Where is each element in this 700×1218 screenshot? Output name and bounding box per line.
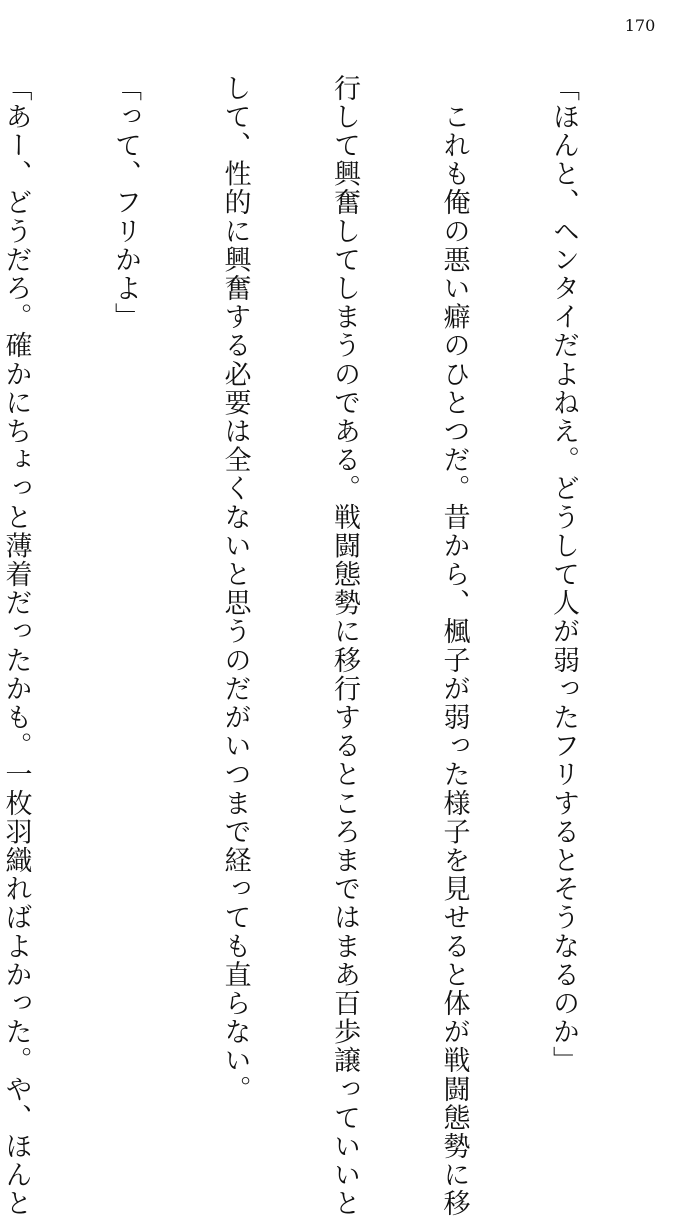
text-line: 「ほんと、ヘンタイだよねえ。どうして人が弱ったフリするとそうなるのか」	[548, 74, 579, 1075]
text-line: 「あー、どうだろ。確かにちょっと薄着だったかも。一枚羽織ればよかった。や、ほんと	[0, 74, 32, 1218]
text-line: して、性的に興奮する必要は全くないと思うのだがいつまで経っても直らない。	[219, 74, 251, 1104]
text-line: 行して興奮してしまうのである。戦闘態勢に移行するところまではまあ百歩譲っていいと	[329, 74, 360, 1218]
text-line: これも俺の悪い癖のひとつだ。昔から、楓子が弱った様子を見せると体が戦闘態勢に移	[438, 74, 470, 1218]
page-number: 170	[624, 16, 656, 35]
text-line: 「って、フリかよ」	[110, 74, 141, 332]
novel-text-body	[0, 74, 654, 1218]
